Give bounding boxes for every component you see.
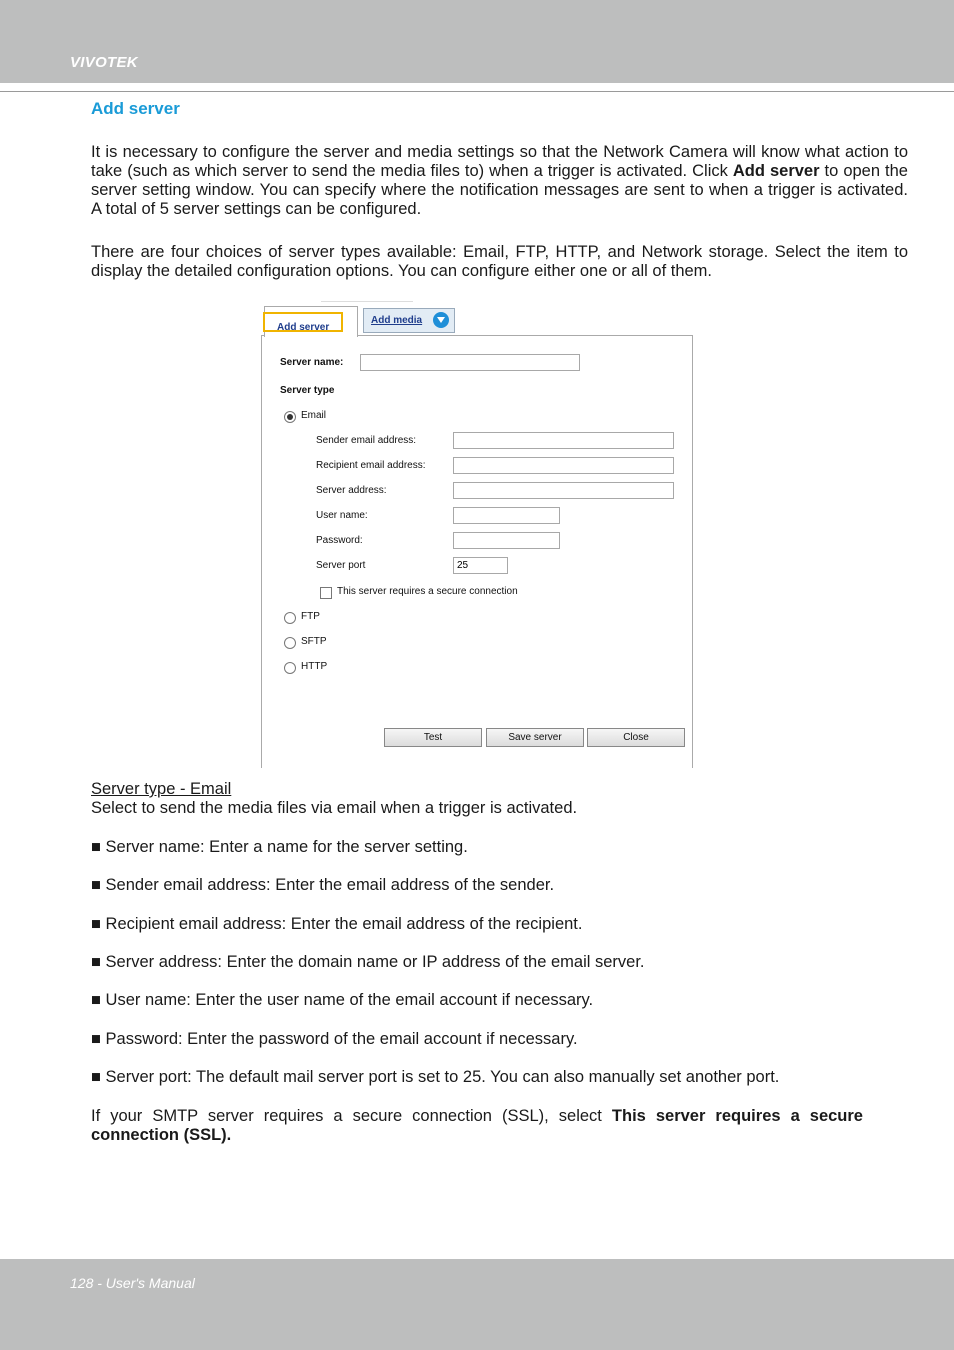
- tab-add-media-label[interactable]: Add media: [371, 315, 423, 326]
- intro-text-a: It is necessary to configure the server and media settings so that the Network Camera will know what action to take (such as which server to send the media files to) when a trigger is activated. Click: [91, 143, 908, 180]
- email-label: Email: [301, 410, 327, 421]
- test-button[interactable]: Test: [384, 728, 482, 747]
- brand-label: VIVOTEK: [70, 54, 138, 71]
- ftp-label: FTP: [301, 611, 320, 622]
- email-radio[interactable]: [284, 411, 296, 423]
- add-server-dialog: [261, 300, 693, 767]
- section-title: Add server: [91, 99, 180, 118]
- sender-label: Sender email address:: [316, 435, 417, 446]
- http-radio[interactable]: [284, 662, 296, 674]
- server-port-input[interactable]: [453, 557, 508, 574]
- sftp-radio[interactable]: [284, 637, 296, 649]
- user-name-input[interactable]: [453, 507, 560, 524]
- intro-text-bold: Add server: [732, 162, 820, 180]
- page-header: [0, 0, 954, 83]
- tab-highlight: [263, 312, 343, 332]
- chevron-down-icon[interactable]: [433, 312, 449, 328]
- ssl-text: If your SMTP server requires a secure connection (SSL), select: [91, 1107, 612, 1125]
- server-name-input[interactable]: [360, 354, 580, 371]
- sender-email-input[interactable]: [453, 432, 674, 449]
- tab-add-media[interactable]: [363, 308, 455, 333]
- password-label: Password:: [316, 535, 363, 546]
- server-type-label: Server type: [280, 385, 335, 396]
- list-item: ■ Server port: The default mail server port is set to 25. You can also manually set another port.: [91, 1068, 780, 1086]
- close-button[interactable]: Close: [587, 728, 685, 747]
- dialog-body: [261, 335, 693, 768]
- sftp-label: SFTP: [301, 636, 327, 647]
- secure-connection-label: This server requires a secure connection: [337, 586, 518, 597]
- email-section-intro: Select to send the media files via email when a trigger is activated.: [91, 799, 578, 817]
- header-divider: [0, 91, 954, 92]
- ssl-text-bold: This server requires a secure connection (SSL).: [91, 1107, 863, 1144]
- intro-text-c: to open the server setting window. You can specify where the notification messages are sent to when a trigger is activated. A total of 5 server settings can be configured.: [91, 162, 908, 218]
- email-section: [91, 780, 891, 818]
- server-address-input[interactable]: [453, 482, 674, 499]
- ssl-paragraph: [91, 1107, 863, 1145]
- list-item: ■ Password: Enter the password of the email account if necessary.: [91, 1030, 578, 1048]
- list-item: ■ Server address: Enter the domain name or IP address of the email server.: [91, 953, 645, 971]
- intro-paragraph: [91, 143, 908, 219]
- recipient-email-input[interactable]: [453, 457, 674, 474]
- server-name-label: Server name:: [280, 357, 344, 368]
- save-server-button[interactable]: Save server: [486, 728, 584, 747]
- page-footer: [0, 1259, 954, 1350]
- dialog-top-line: [321, 301, 413, 302]
- server-port-label: Server port: [316, 560, 366, 571]
- list-item: ■ Recipient email address: Enter the email address of the recipient.: [91, 915, 583, 933]
- recipient-label: Recipient email address:: [316, 460, 426, 471]
- tab-add-server-label[interactable]: Add server: [277, 322, 330, 333]
- list-item: ■ User name: Enter the user name of the email account if necessary.: [91, 991, 594, 1009]
- secure-connection-checkbox[interactable]: [320, 587, 332, 599]
- user-name-label: User name:: [316, 510, 368, 521]
- page-number: 128 - User's Manual: [70, 1275, 195, 1291]
- server-types-paragraph: There are four choices of server types available: Email, FTP, HTTP, and Network storage. Select the item to display the detailed configuration options. You can configure either one or all of them.: [91, 243, 908, 280]
- ftp-radio[interactable]: [284, 612, 296, 624]
- list-item: ■ Sender email address: Enter the email address of the sender.: [91, 876, 555, 894]
- password-input[interactable]: [453, 532, 560, 549]
- list-item: ■ Server name: Enter a name for the server setting.: [91, 838, 468, 856]
- server-address-label: Server address:: [316, 485, 387, 496]
- email-section-heading: Server type - Email: [91, 780, 232, 798]
- http-label: HTTP: [301, 661, 328, 672]
